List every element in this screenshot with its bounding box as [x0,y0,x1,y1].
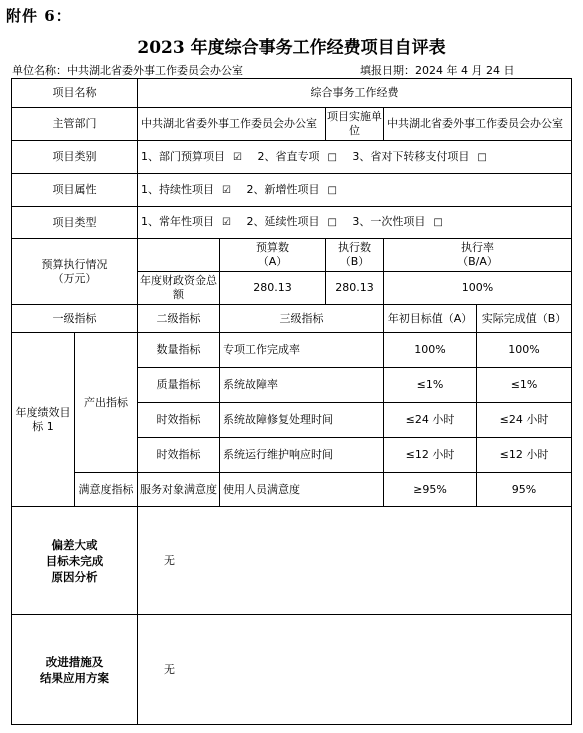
checkbox-icon: □ [327,184,337,196]
level3-cell: 系统故障修复处理时间 [220,403,384,438]
level3-cell: 使用人员满意度 [220,473,384,507]
budget-label: 预算执行情况 （万元） [12,239,138,305]
type-label: 项目类型 [12,207,138,239]
target-cell: ≤1% [384,368,477,403]
budget-col-header: 预算数 （A） [220,239,326,272]
rate-col-header: 执行率 （B/A） [384,239,572,272]
checkbox-icon: □ [327,151,337,163]
target-header: 年初目标值（A） [384,305,477,333]
level3-cell: 系统运行维护响应时间 [220,438,384,473]
checkbox-icon: ☑ [222,184,231,196]
attribute-label: 项目属性 [12,174,138,207]
actual-cell: ≤12 小时 [477,438,572,473]
level1-header: 一级指标 [12,305,138,333]
checkbox-icon: □ [433,217,443,228]
form-title: 2023 年度综合事务工作经费项目自评表 [137,38,446,58]
actual-header: 实际完成值（B） [477,305,572,333]
deviation-label: 偏差大或 目标未完成 原因分析 [12,507,138,615]
target-cell: ≤12 小时 [384,438,477,473]
report-date: 填报日期：2024 年 4 月 24 日 [360,64,515,77]
improvement-value: 无 [138,615,572,725]
checkbox-icon: □ [477,151,487,163]
actual-cell: 95% [477,473,572,507]
type-option: 3、一次性项目 [352,215,426,228]
actual-cell: 100% [477,333,572,368]
level3-header: 三级指标 [220,305,384,333]
dept-value: 中共湖北省委外事工作委员会办公室 [138,108,326,141]
category-label: 项目类别 [12,141,138,174]
category-option: 1、部门预算项目 [141,149,225,163]
checkbox-icon: ☑ [233,151,242,163]
type-options [138,207,572,239]
rate-value: 100% [384,272,572,305]
level3-cell: 系统故障率 [220,368,384,403]
level3-cell: 专项工作完成率 [220,333,384,368]
budget-value: 280.13 [220,272,326,305]
level2-cell: 质量指标 [138,368,220,403]
output-indicator-label: 产出指标 [75,333,138,473]
target-cell: ≤24 小时 [384,403,477,438]
level2-cell: 服务对象满意度 [138,473,220,507]
fund-total-label: 年度财政资金总额 [138,272,220,305]
budget-blank [138,239,220,272]
attachment-label: 附件 6： [6,7,72,25]
satisfaction-indicator-label: 满意度指标 [75,473,138,507]
category-option: 3、省对下转移支付项目 [352,149,470,163]
level2-cell: 时效指标 [138,403,220,438]
impl-value: 中共湖北省委外事工作委员会办公室 [384,108,572,141]
unit-name: 单位名称：中共湖北省委外事工作委员会办公室 [12,64,243,77]
dept-label: 主管部门 [12,108,138,141]
actual-cell: ≤1% [477,368,572,403]
project-name-value: 综合事务工作经费 [138,79,572,108]
attribute-options [138,174,572,207]
deviation-value: 无 [138,507,572,615]
actual-cell: ≤24 小时 [477,403,572,438]
level2-cell: 数量指标 [138,333,220,368]
improvement-label: 改进措施及 结果应用方案 [12,615,138,725]
category-options [138,141,572,174]
target-cell: ≥95% [384,473,477,507]
project-name-label: 项目名称 [12,79,138,108]
annual-goal-label: 年度绩效目标 1 [12,333,75,507]
attribute-option: 1、持续性项目 [141,182,214,196]
exec-value: 280.13 [326,272,384,305]
checkbox-icon: ☑ [222,217,231,228]
type-option: 2、延续性项目 [246,215,320,228]
category-option: 2、省直专项 [257,149,320,163]
type-option: 1、常年性项目 [141,215,214,228]
exec-col-header: 执行数 （B） [326,239,384,272]
impl-label: 项目实施单位 [326,108,384,141]
level2-cell: 时效指标 [138,438,220,473]
attribute-option: 2、新增性项目 [246,182,320,196]
checkbox-icon: □ [327,217,337,228]
evaluation-table [11,78,572,725]
target-cell: 100% [384,333,477,368]
level2-header: 二级指标 [138,305,220,333]
